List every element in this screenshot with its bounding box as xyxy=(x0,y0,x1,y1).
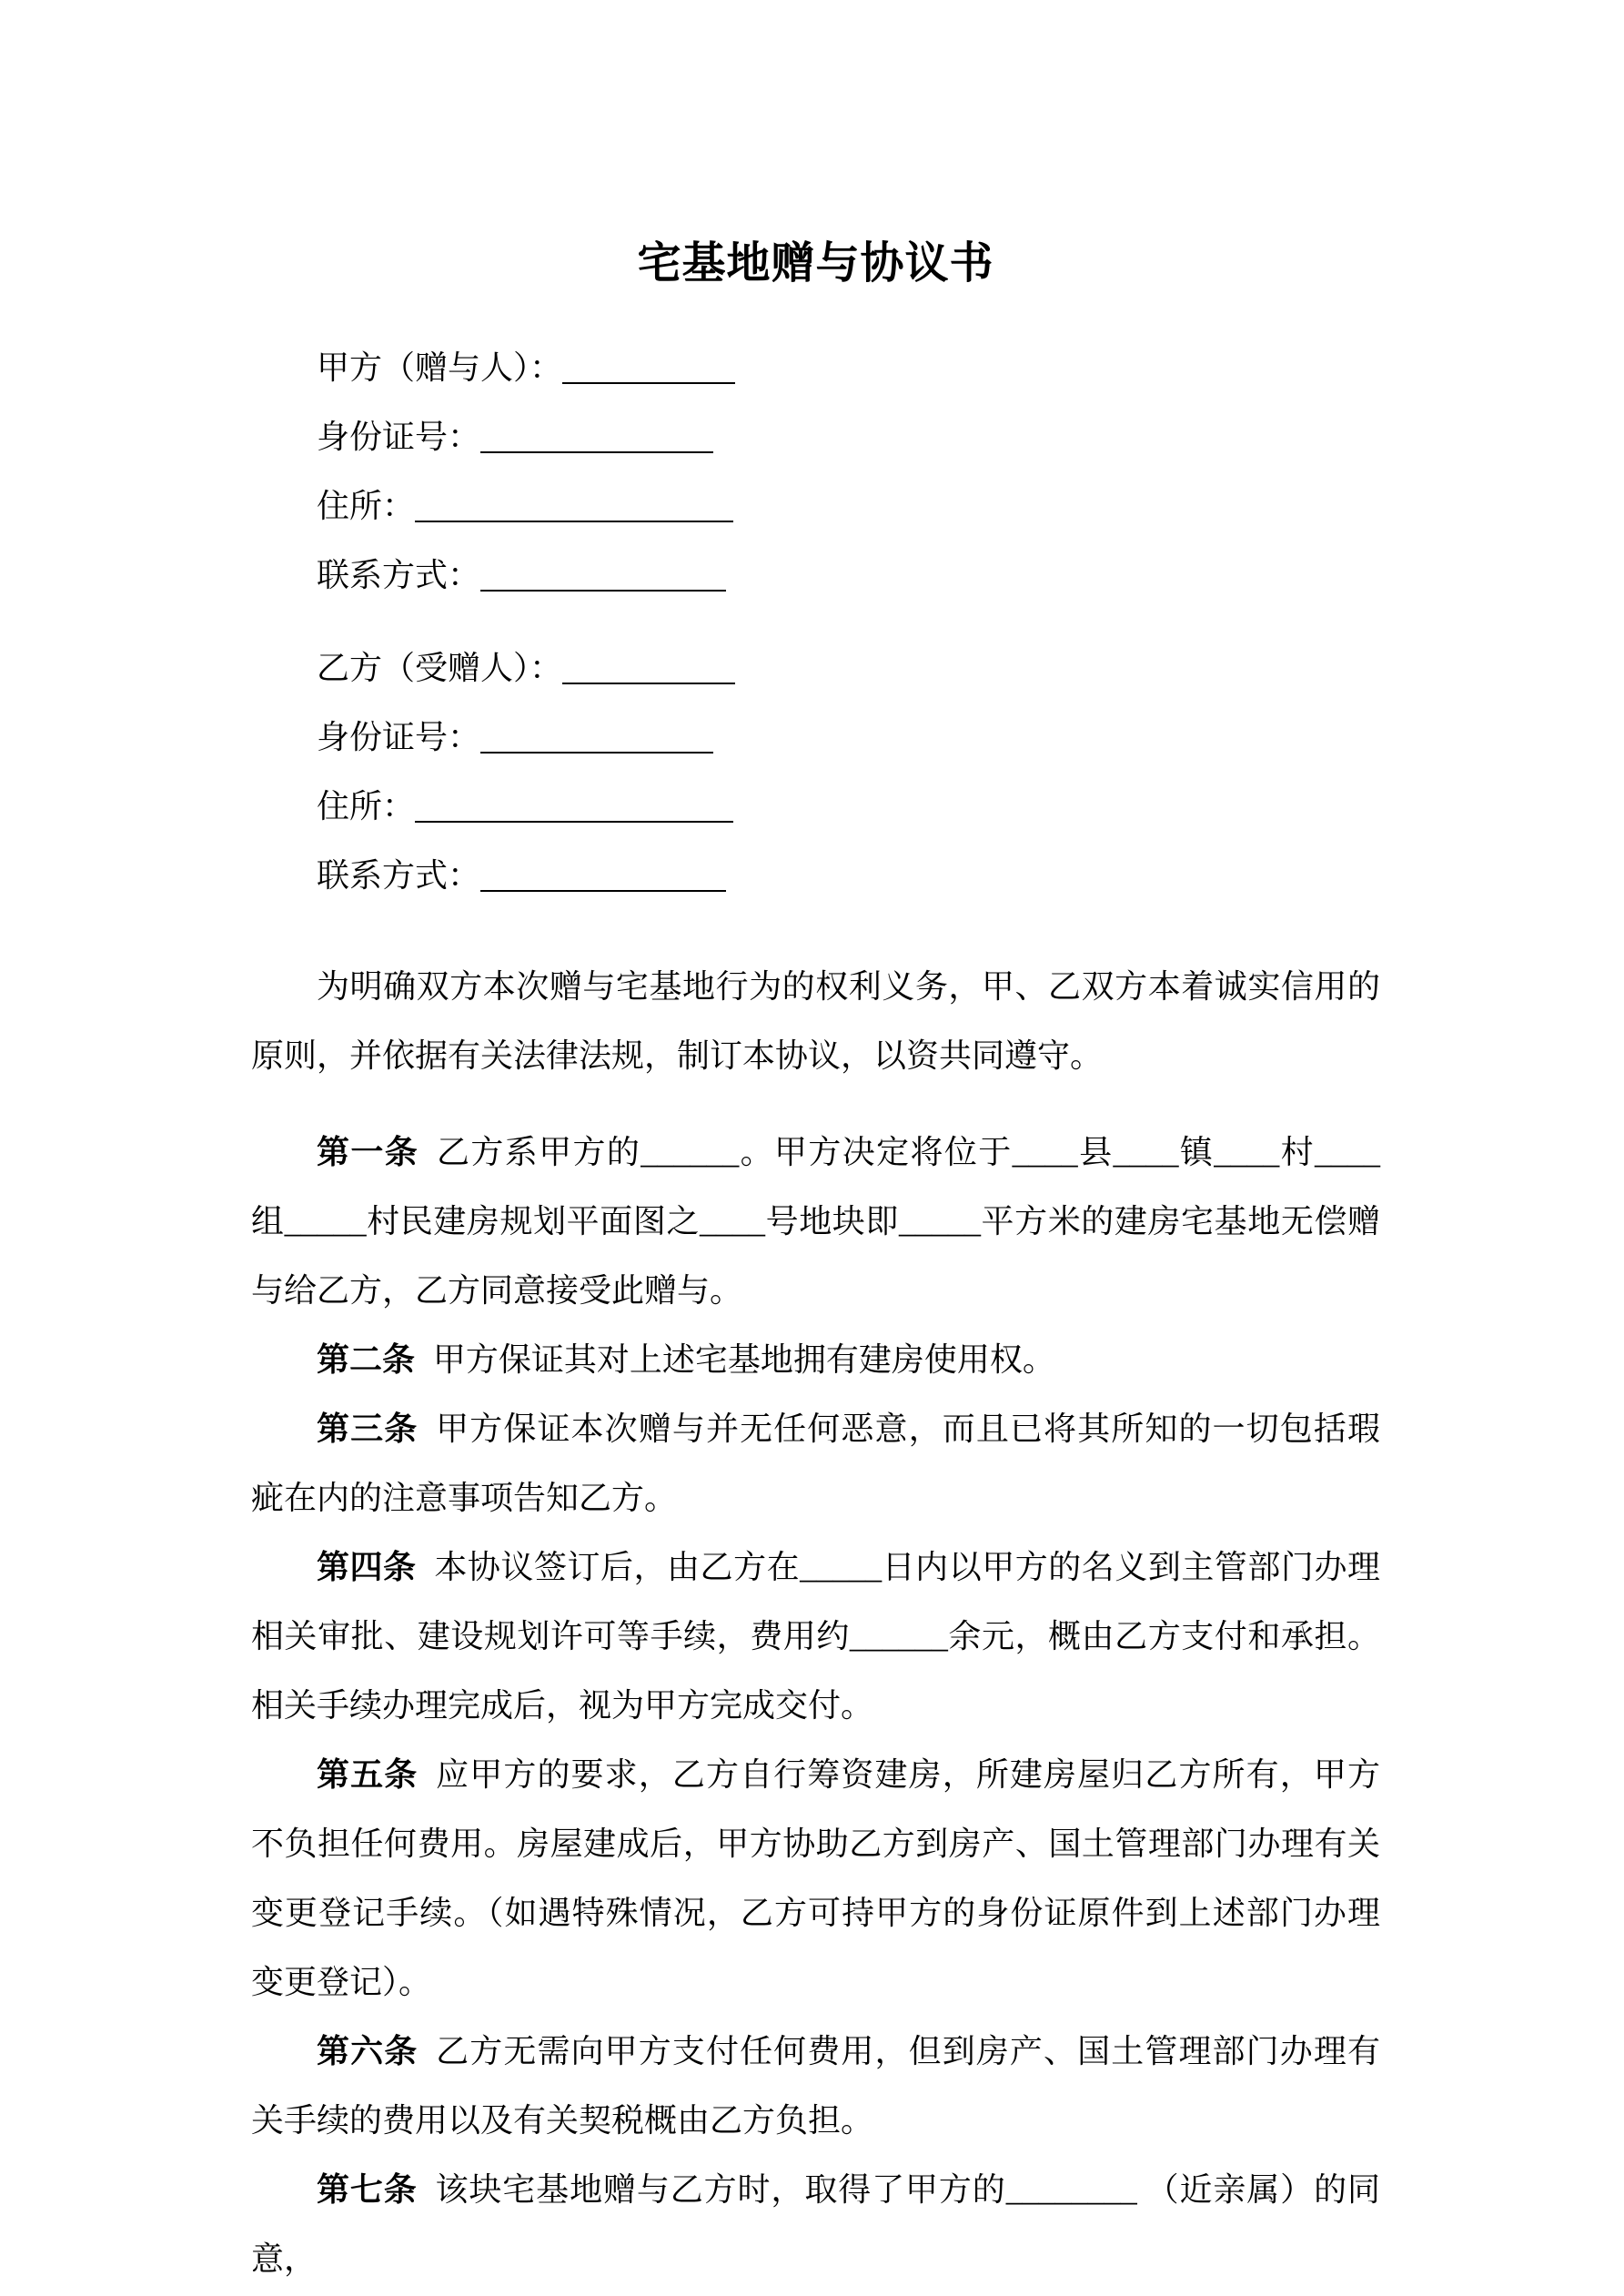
party-b-contact-row xyxy=(317,841,1380,910)
article-5-number: 第五条 xyxy=(317,1756,419,1793)
intro-paragraph: 为明确双方本次赠与宅基地行为的权利义务，甲、乙双方本着诚实信用的原则，并依据有关法律法规，制订本协议，以资共同遵守。 xyxy=(251,968,1380,1074)
party-b-contact-blank xyxy=(480,863,726,892)
party-b-id-label: 身份证号： xyxy=(317,719,481,755)
party-a-address-row xyxy=(317,471,1380,541)
article-1-text: 乙方系甲方的______。甲方决定将位于____县____镇____村____组_____村民建房规划平面图之____号地块即_____平方米的建房宅基地无偿赠与给乙方，乙方同意接受此赠与。 xyxy=(251,1134,1380,1309)
document-title: 宅基地赠与协议书 xyxy=(637,239,994,288)
party-a-contact-blank xyxy=(480,562,726,592)
article-2-text: 甲方保证其对上述宅基地拥有建房使用权。 xyxy=(432,1341,1055,1378)
party-b-name-row xyxy=(317,633,1380,703)
article-2-number: 第二条 xyxy=(317,1341,416,1378)
article-7 xyxy=(251,2155,1380,2293)
article-4-number: 第四条 xyxy=(317,1549,417,1585)
article-6-number: 第六条 xyxy=(317,2033,419,2069)
article-3-text: 甲方保证本次赠与并无任何恶意，而且已将其所知的一切包括瑕疵在内的注意事项告知乙方。 xyxy=(251,1411,1380,1516)
party-a-address-label: 住所： xyxy=(317,488,416,524)
party-a-id-row xyxy=(317,402,1380,471)
party-b-name-blank xyxy=(562,655,735,684)
party-b-address-blank xyxy=(415,794,733,823)
party-a-id-label: 身份证号： xyxy=(317,419,481,455)
article-5 xyxy=(251,1740,1380,2017)
party-b-id-row xyxy=(317,703,1380,772)
article-7-number: 第七条 xyxy=(317,2171,418,2208)
party-a-name-blank xyxy=(562,355,735,384)
article-4-text: 本协议签订后，由乙方在_____日内以甲方的名义到主管部门办理相关审批、建设规划许可等手续，费用约______余元，概由乙方支付和承担。相关手续办理完成后，视为甲方完成交付。 xyxy=(251,1549,1380,1724)
party-b-id-blank xyxy=(480,724,713,754)
party-b-address-row xyxy=(317,772,1380,841)
party-a-name-label: 甲方（赠与人）： xyxy=(317,349,563,386)
party-b-address-label: 住所： xyxy=(317,788,416,824)
articles-section xyxy=(251,1118,1380,2293)
party-a-contact-row xyxy=(317,541,1380,610)
party-a-name-row xyxy=(317,333,1380,402)
article-1 xyxy=(251,1118,1380,1325)
party-b-name-label: 乙方（受赠人）： xyxy=(317,650,563,686)
article-5-text: 应甲方的要求，乙方自行筹资建房，所建房屋归乙方所有，甲方不负担任何费用。房屋建成后，甲方协助乙方到房产、国土管理部门办理有关变更登记手续。（如遇特殊情况，乙方可持甲方的身份证原件到上述部门办理变更登记）。 xyxy=(251,1756,1380,2000)
party-b-section xyxy=(251,633,1380,910)
party-a-contact-label: 联系方式： xyxy=(317,557,481,593)
party-a-section xyxy=(251,333,1380,610)
article-7-text: 该块宅基地赠与乙方时，取得了甲方的________ （近亲属）的同意， xyxy=(251,2171,1380,2277)
article-6-text: 乙方无需向甲方支付任何费用，但到房产、国土管理部门办理有关手续的费用以及有关契税概由乙方负担。 xyxy=(251,2033,1380,2139)
article-3-number: 第三条 xyxy=(317,1411,419,1447)
article-3 xyxy=(251,1394,1380,1532)
party-a-address-blank xyxy=(415,493,733,522)
article-2 xyxy=(251,1325,1380,1394)
party-a-id-blank xyxy=(480,424,713,453)
article-4 xyxy=(251,1532,1380,1740)
article-6 xyxy=(251,2017,1380,2155)
article-1-number: 第一条 xyxy=(317,1134,419,1170)
party-b-contact-label: 联系方式： xyxy=(317,857,481,894)
